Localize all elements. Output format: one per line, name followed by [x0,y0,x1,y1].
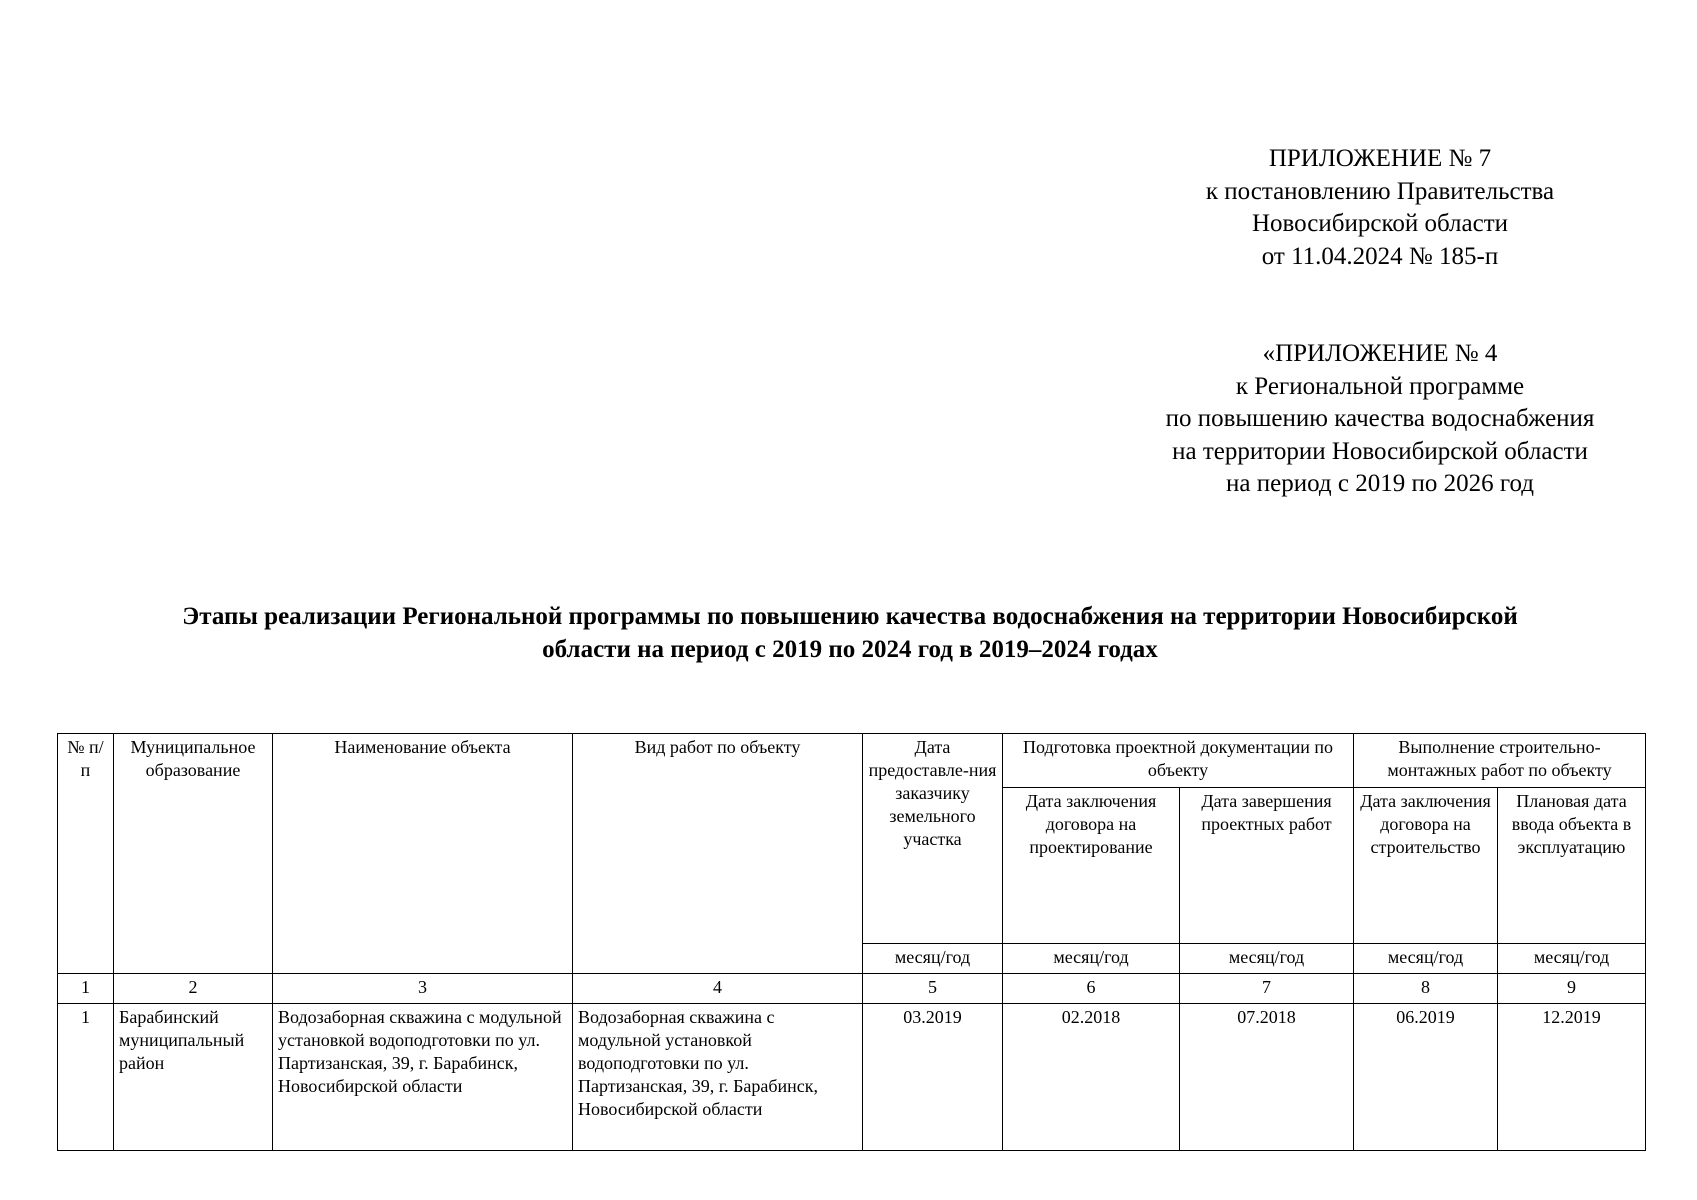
appendix-7-line: к постановлению Правительства [1205,177,1555,205]
unit-label: месяц/год [1354,944,1498,974]
column-number: 9 [1498,974,1646,1004]
appendix-4-header [1120,338,1640,501]
cell-commissioning: 12.2019 [1498,1004,1646,1151]
table-row [58,1004,1646,1151]
document-title [60,600,1640,666]
header-municipality: Муниципальное образование [114,734,273,974]
column-number: 6 [1003,974,1180,1004]
cell-design-complete: 07.2018 [1180,1004,1354,1151]
cell-land-date: 03.2019 [863,1004,1003,1151]
cell-work-type: Водозаборная скважина с модульной установкой водоподготовки по ул. Партизанская, 39, г. Барабинск, Новосибирской области [573,1004,863,1151]
cell-num: 1 [58,1004,114,1151]
document-title-line: Этапы реализации Региональной программы по повышению качества водоснабжения на территории Новосибирской [182,603,1518,630]
column-number: 5 [863,974,1003,1004]
stages-table [57,733,1646,1151]
appendix-4-line: по повышению качества водоснабжения [1165,405,1595,432]
appendix-7-line: Новосибирской области [1251,210,1509,237]
header-construction-contract: Дата заключения договора на строительство [1354,788,1498,944]
column-number: 3 [273,974,573,1004]
header-object-name: Наименование объекта [273,734,573,974]
unit-label: месяц/год [1498,944,1646,974]
header-construction-group: Выполнение строительно-монтажных работ по объекту [1354,734,1646,788]
header-design-complete: Дата завершения проектных работ [1180,788,1354,944]
header-commissioning: Плановая дата ввода объекта в эксплуатацию [1498,788,1646,944]
header-design-group: Подготовка проектной документации по объекту [1003,734,1354,788]
unit-label: месяц/год [1003,944,1180,974]
header-num: № п/п [58,734,114,974]
appendix-7-line: ПРИЛОЖЕНИЕ № 7 [1268,145,1492,172]
header-design-contract: Дата заключения договора на проектирование [1003,788,1180,944]
appendix-4-line: на период с 2019 по 2026 год [1226,470,1534,497]
appendix-4-line: к Региональной программе [1235,372,1525,400]
header-work-type: Вид работ по объекту [573,734,863,974]
cell-design-contract: 02.2018 [1003,1004,1180,1151]
document-title-line: области на период с 2019 по 2024 год в 2019–2024 годах [542,636,1158,663]
cell-construction-contract: 06.2019 [1354,1004,1498,1151]
unit-label: месяц/год [1180,944,1354,974]
cell-municipality: Барабинский муниципальный район [114,1004,273,1151]
column-number: 4 [573,974,863,1004]
column-number: 8 [1354,974,1498,1004]
unit-label: месяц/год [863,944,1003,974]
appendix-7-header [1170,143,1590,273]
appendix-7-line: от 11.04.2024 № 185-п [1261,242,1499,270]
column-number: 7 [1180,974,1354,1004]
appendix-4-line: на территории Новосибирской области [1172,437,1588,465]
cell-object-name: Водозаборная скважина с модульной установкой водоподготовки по ул. Партизанская, 39, г. Барабинск, Новосибирской области [273,1004,573,1151]
column-number: 2 [114,974,273,1004]
appendix-4-line: «ПРИЛОЖЕНИЕ № 4 [1262,340,1498,367]
header-land-date: Дата предоставле-ния заказчику земельного участка [863,734,1003,944]
column-number: 1 [58,974,114,1004]
